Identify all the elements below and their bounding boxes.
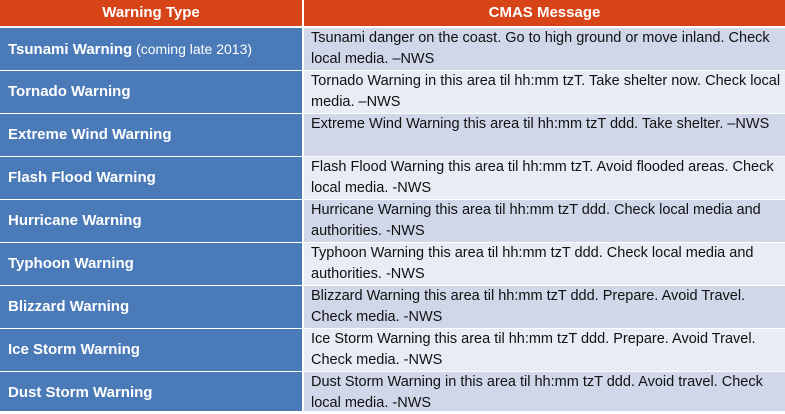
table-row [0, 28, 785, 70]
table-row [0, 286, 785, 328]
warning-type-note: (coming late 2013) [132, 41, 253, 57]
table-header [0, 0, 785, 26]
warning-type-cell [0, 114, 302, 156]
warning-type-label: Tornado Warning [8, 83, 131, 100]
warning-type-label: Flash Flood Warning [8, 169, 156, 186]
cmas-message-cell: Ice Storm Warning this area til hh:mm tzT ddd. Prepare. Avoid Travel. Check media. -NWS [304, 329, 785, 371]
table-row [0, 157, 785, 199]
warning-type-cell [0, 243, 302, 285]
warning-type-label: Ice Storm Warning [8, 341, 140, 358]
cmas-message-cell: Extreme Wind Warning this area til hh:mm tzT ddd. Take shelter. –NWS [304, 114, 785, 156]
header-warning-type: Warning Type [102, 4, 200, 21]
table-row [0, 329, 785, 371]
cmas-message-cell: Typhoon Warning this area til hh:mm tzT ddd. Check local media and authorities. -NWS [304, 243, 785, 285]
warning-type-cell [0, 28, 302, 70]
cmas-message-cell: Blizzard Warning this area til hh:mm tzT ddd. Prepare. Avoid Travel. Check media. -NWS [304, 286, 785, 328]
table-row [0, 200, 785, 242]
header-cmas-message: CMAS Message [488, 4, 601, 21]
warning-type-label: Blizzard Warning [8, 298, 130, 315]
warning-type-label: Typhoon Warning [8, 255, 134, 272]
warning-type-label: Hurricane Warning [8, 212, 142, 229]
table-row [0, 372, 785, 411]
warning-type-cell [0, 329, 302, 371]
warning-type-cell [0, 200, 302, 242]
warning-type-cell [0, 157, 302, 199]
table-row [0, 243, 785, 285]
table-row [0, 114, 785, 156]
warning-type-cell [0, 286, 302, 328]
cmas-message-cell: Tornado Warning in this area til hh:mm tzT. Take shelter now. Check local media. –NWS [304, 71, 785, 113]
warning-type-cell [0, 71, 302, 113]
table-row [0, 71, 785, 113]
warning-type-label: Extreme Wind Warning [8, 126, 172, 143]
cmas-message-cell: Dust Storm Warning in this area til hh:mm tzT ddd. Avoid travel. Check local media. -NWS [304, 372, 785, 411]
warning-type-cell [0, 372, 302, 411]
cmas-message-cell: Tsunami danger on the coast. Go to high ground or move inland. Check local media. –NWS [304, 28, 785, 70]
warning-type-label: Tsunami Warning [8, 41, 133, 58]
cmas-message-cell: Hurricane Warning this area til hh:mm tzT ddd. Check local media and authorities. -NWS [304, 200, 785, 242]
warning-type-label: Dust Storm Warning [8, 384, 153, 401]
cmas-message-cell: Flash Flood Warning this area til hh:mm tzT. Avoid flooded areas. Check local media. -NWS [304, 157, 785, 199]
